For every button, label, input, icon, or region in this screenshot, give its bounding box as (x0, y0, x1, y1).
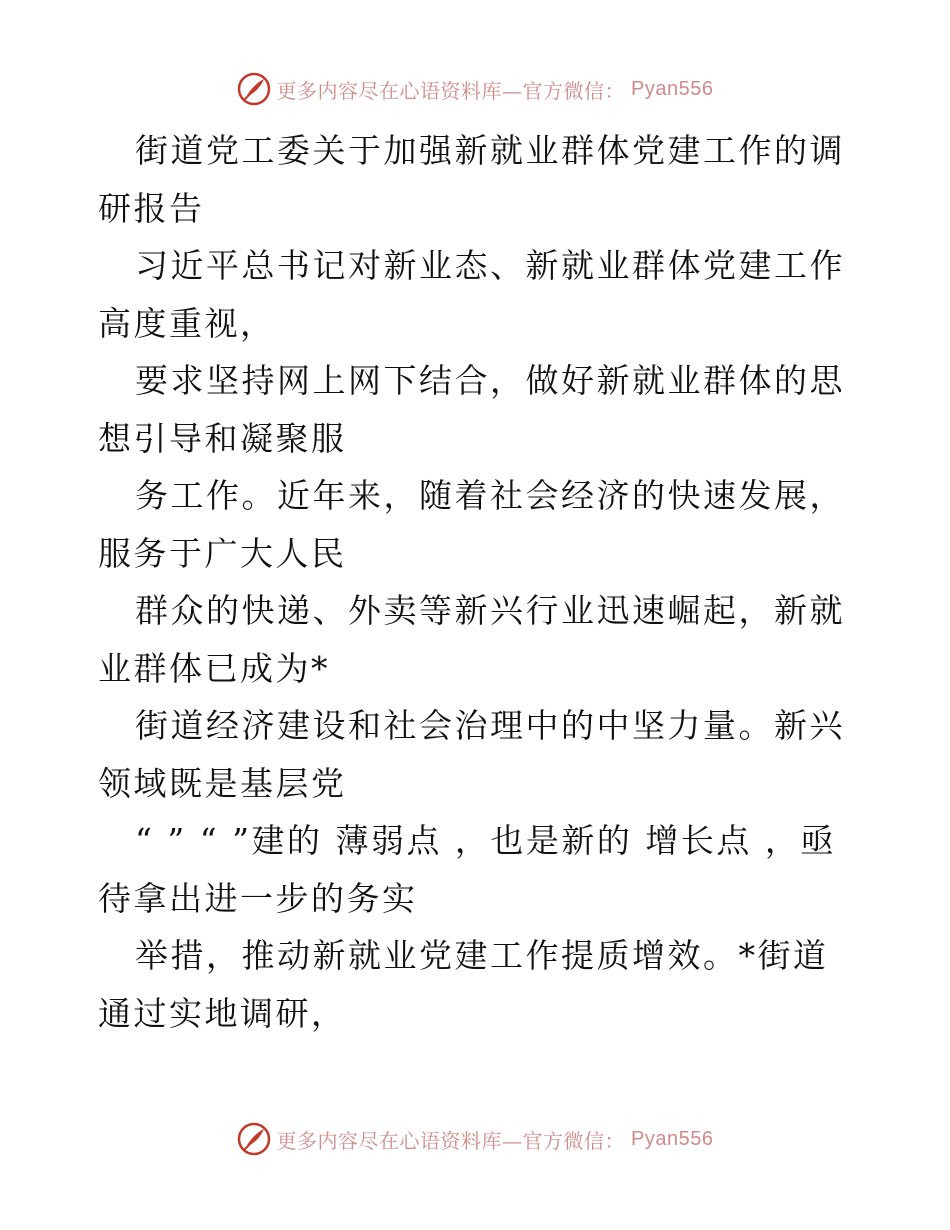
feather-logo-icon (237, 1122, 271, 1156)
paragraph-lead: 习近平总书记对新业态、新就业群体党建工作高 (98, 246, 845, 343)
paragraph (98, 237, 858, 352)
paragraph-tail: 报告 (133, 188, 205, 228)
paragraph-tail: 群体已成为* (133, 648, 330, 688)
feather-logo-icon (237, 72, 271, 106)
paragraph (98, 467, 858, 582)
watermark-wechat-id: Pyan556 (631, 77, 714, 100)
paragraph-lead: 群众的快递、外卖等新兴行业迅速崛起，新就业 (98, 591, 845, 688)
paragraph (98, 927, 858, 1042)
paragraph-lead: 要求坚持网上网下结合，做好新就业群体的思想 (98, 361, 845, 458)
paragraph-tail: 务于广大人民 (133, 533, 347, 573)
paragraph-tail: 域既是基层党 (133, 763, 347, 803)
paragraph-tail: 引导和凝聚服 (133, 418, 347, 458)
footer-watermark (0, 1122, 950, 1156)
paragraph-lead: 举措，推动新就业党建工作提质增效。*街道通 (98, 936, 829, 1033)
paragraph-lead: 务工作。近年来，随着社会经济的快速发展，服 (98, 476, 845, 573)
watermark-brand-text: 更多内容尽在心语资料库—官方微信： (276, 1128, 626, 1153)
paragraph-tail: 过实地调研， (133, 993, 347, 1033)
watermark-brand-text: 更多内容尽在心语资料库—官方微信： (276, 78, 626, 103)
paragraph (98, 582, 858, 697)
header-watermark (0, 72, 950, 106)
paragraph-lead: “ ” “ ”建的 薄弱点 ，也是新的 增长 (135, 821, 717, 860)
watermark-wechat-id: Pyan556 (631, 1127, 714, 1150)
paragraph-lead: 街道党工委关于加强新就业群体党建工作的调研 (98, 131, 845, 228)
paragraph (98, 812, 858, 927)
document-body (98, 122, 858, 1042)
paragraph (98, 352, 858, 467)
paragraph-tail: 点 ，亟待拿出进一步的务实 (98, 821, 836, 918)
paragraph-lead: 街道经济建设和社会治理中的中坚力量。新兴领 (98, 706, 845, 803)
paragraph-title (98, 122, 858, 237)
paragraph-tail: 度重视， (133, 303, 276, 343)
paragraph (98, 697, 858, 812)
